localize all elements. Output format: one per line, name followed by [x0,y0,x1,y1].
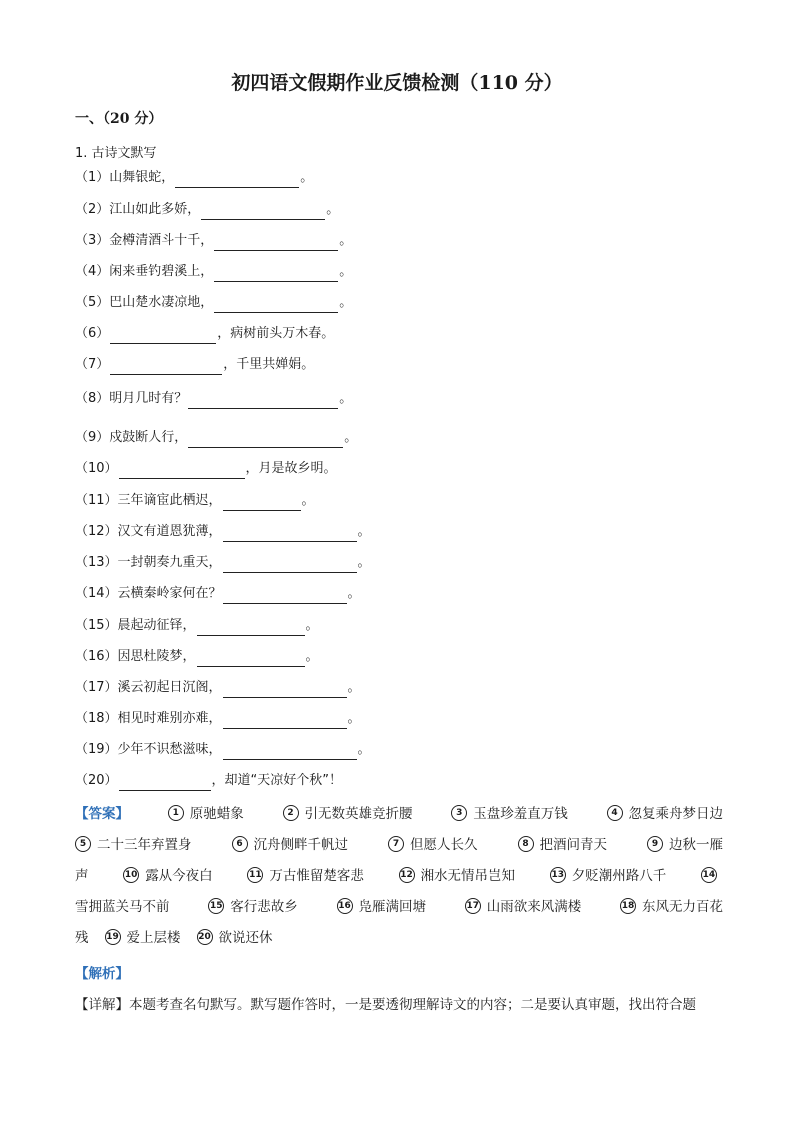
answer-text: 爱上层楼 [126,930,181,946]
answer-item [208,892,298,923]
answer-text: 把酒问青天 [539,837,607,853]
answer-blank[interactable] [223,526,357,542]
dictation-item [75,459,337,479]
circled-number: 17 [465,898,481,914]
answer-item [247,861,364,892]
answer-blank[interactable] [197,620,305,636]
item-prompt: （2）江山如此多娇， [75,202,201,217]
question-heading: 1. 古诗文默写 [75,146,157,161]
circled-number: 5 [75,836,91,852]
answer-text: 边秋一雁 [669,837,723,853]
circled-number: 9 [647,836,663,852]
answer-row [75,892,723,923]
item-suffix: 。 [344,430,358,445]
answer-row [75,861,723,892]
answer-row [75,830,723,861]
answer-item [620,892,723,923]
answer-blank[interactable] [175,172,299,188]
answer-blank[interactable] [201,204,325,220]
answer-item [465,892,582,923]
answer-text: 二十三年弃置身 [97,837,192,853]
item-prompt: （7） [75,357,110,372]
item-suffix: ，月是故乡明。 [245,461,337,476]
item-suffix: 。 [357,742,371,757]
answer-blank[interactable] [223,682,347,698]
item-suffix: ，却道“天凉好个秋”！ [211,773,343,788]
item-prompt: （16）因思杜陵梦， [75,649,196,664]
answer-text: 客行悲故乡 [230,899,298,915]
item-prompt: （6） [75,326,110,341]
answer-item [518,830,608,861]
answer-text: 声 [75,868,89,884]
answer-item [105,923,181,954]
item-suffix: 。 [347,680,361,695]
item-suffix: 。 [357,524,371,539]
analysis-label: 【解析】 [75,966,129,982]
item-suffix: 。 [339,295,353,310]
item-suffix: 。 [305,618,319,633]
answer-blank[interactable] [110,328,216,344]
answer-blank[interactable] [223,557,357,573]
dictation-item [75,584,361,604]
answer-blank[interactable] [214,235,338,251]
item-prompt: （10） [75,461,118,476]
item-prompt: （3）金樽清酒斗十千， [75,233,214,248]
dictation-item [75,678,361,698]
circled-number: 15 [208,898,224,914]
answer-blank[interactable] [188,393,338,409]
answer-item [607,799,724,830]
answer-item [283,799,413,830]
item-suffix: 。 [339,264,353,279]
answer-item [75,861,89,892]
item-prompt: （17）溪云初起日沉阁， [75,680,222,695]
item-prompt: （20） [75,773,118,788]
dictation-item [75,293,352,313]
item-suffix: 。 [305,649,319,664]
answer-text: 原驰蜡象 [189,806,244,822]
answer-text: 雪拥蓝关马不前 [75,899,170,915]
circled-number: 8 [518,836,534,852]
dictation-item [75,709,361,729]
answer-blank[interactable] [188,432,343,448]
section-heading: 一、（20 分） [75,111,163,127]
answer-item [123,861,213,892]
answer-text: 东风无力百花 [642,899,723,915]
dictation-item [75,553,371,573]
circled-number: 3 [451,805,467,821]
answer-blank[interactable] [119,463,245,479]
item-prompt: （8）明月几时有？ [75,391,188,406]
dictation-item [75,324,334,344]
item-suffix: 。 [300,170,314,185]
dictation-item [75,355,314,375]
dictation-item [75,740,371,760]
circled-number: 10 [123,867,139,883]
answer-item [647,830,723,861]
circled-number: 14 [701,867,717,883]
dictation-item [75,231,352,251]
answer-item [75,830,192,861]
answer-text: 沉舟侧畔千帆过 [253,837,348,853]
answer-text: 引无数英雄竞折腰 [304,806,413,822]
answer-item [232,830,349,861]
item-suffix: 。 [339,391,353,406]
item-prompt: （15）晨起动征铎， [75,618,196,633]
answer-row [75,923,723,954]
answer-blank[interactable] [223,744,357,760]
item-prompt: （13）一封朝奏九重天， [75,555,222,570]
answer-blank[interactable] [214,266,338,282]
answer-text: 夕贬潮州路八千 [571,868,667,884]
answer-item [550,861,667,892]
answer-blank[interactable] [223,495,301,511]
dictation-item [75,168,313,188]
item-suffix: ，病树前头万木春。 [217,326,335,341]
answer-row [75,799,723,830]
circled-number: 2 [283,805,299,821]
circled-number: 16 [337,898,353,914]
dictation-item [75,428,357,448]
item-prompt: （1）山舞银蛇， [75,170,175,185]
circled-number: 1 [168,805,184,821]
answer-text: 露从今夜白 [145,868,213,884]
answer-text: 欲说还休 [218,930,273,946]
dictation-item [75,771,342,791]
circled-number: 18 [620,898,636,914]
answer-item [197,923,273,954]
dictation-item [75,616,319,636]
answer-item [399,861,516,892]
answer-blank[interactable] [197,651,305,667]
answer-blank[interactable] [223,713,347,729]
dictation-item [75,200,339,220]
answer-item [75,892,170,923]
dictation-item [75,647,319,667]
dictation-item [75,522,371,542]
item-prompt: （5）巴山楚水凄凉地， [75,295,214,310]
answer-text: 山雨欲来风满楼 [486,899,582,915]
item-suffix: 。 [301,493,315,508]
item-suffix: 。 [347,586,361,601]
answer-text: 但愿人长久 [410,837,478,853]
circled-number: 7 [388,836,404,852]
dictation-item [75,491,315,511]
page-title: 初四语文假期作业反馈检测（110 分） [231,72,563,94]
item-suffix: ，千里共婵娟。 [223,357,315,372]
item-prompt: （14）云横秦岭家何在？ [75,586,222,601]
detail-paragraph [75,993,696,1013]
dictation-item [75,389,352,409]
answer-item [75,923,89,954]
answer-text: 残 [75,930,89,946]
answer-text: 玉盘珍羞直万钱 [473,806,568,822]
answer-item [337,892,427,923]
answer-item [388,830,478,861]
answer-blank[interactable] [110,359,222,375]
circled-number: 4 [607,805,623,821]
answer-text: 忽复乘舟梦日边 [628,806,723,822]
circled-number: 19 [105,929,121,945]
item-prompt: （9）戍鼓断人行， [75,430,188,445]
item-suffix: 。 [347,711,361,726]
item-prompt: （12）汉文有道恩犹薄， [75,524,222,539]
answer-blank[interactable] [119,775,211,791]
answer-text: 湘水无情吊岂知 [420,868,516,884]
answer-label: 【答案】 [75,806,129,822]
detail-label: 【详解】 [75,997,129,1013]
item-suffix: 。 [339,233,353,248]
circled-number: 20 [197,929,213,945]
item-prompt: （4）闲来垂钓碧溪上， [75,264,214,279]
answer-blank[interactable] [214,297,338,313]
item-suffix: 。 [357,555,371,570]
item-prompt: （11）三年谪宦此栖迟， [75,493,222,508]
circled-number: 11 [247,867,263,883]
answer-block [75,799,723,954]
answer-text: 凫雁满回塘 [358,899,426,915]
item-prompt: （18）相见时难别亦难， [75,711,222,726]
answer-text: 万古惟留楚客悲 [269,868,364,884]
item-prompt: （19）少年不识愁滋味， [75,742,222,757]
answer-item [701,861,723,892]
circled-number: 12 [399,867,415,883]
answer-item [451,799,568,830]
detail-text: 本题考查名句默写。默写题作答时，一是要透彻理解诗文的内容；二是要认真审题，找出符合题 [129,997,696,1013]
answer-blank[interactable] [223,588,347,604]
circled-number: 13 [550,867,566,883]
item-suffix: 。 [326,202,340,217]
answer-item [168,799,244,830]
dictation-item [75,262,352,282]
circled-number: 6 [232,836,248,852]
